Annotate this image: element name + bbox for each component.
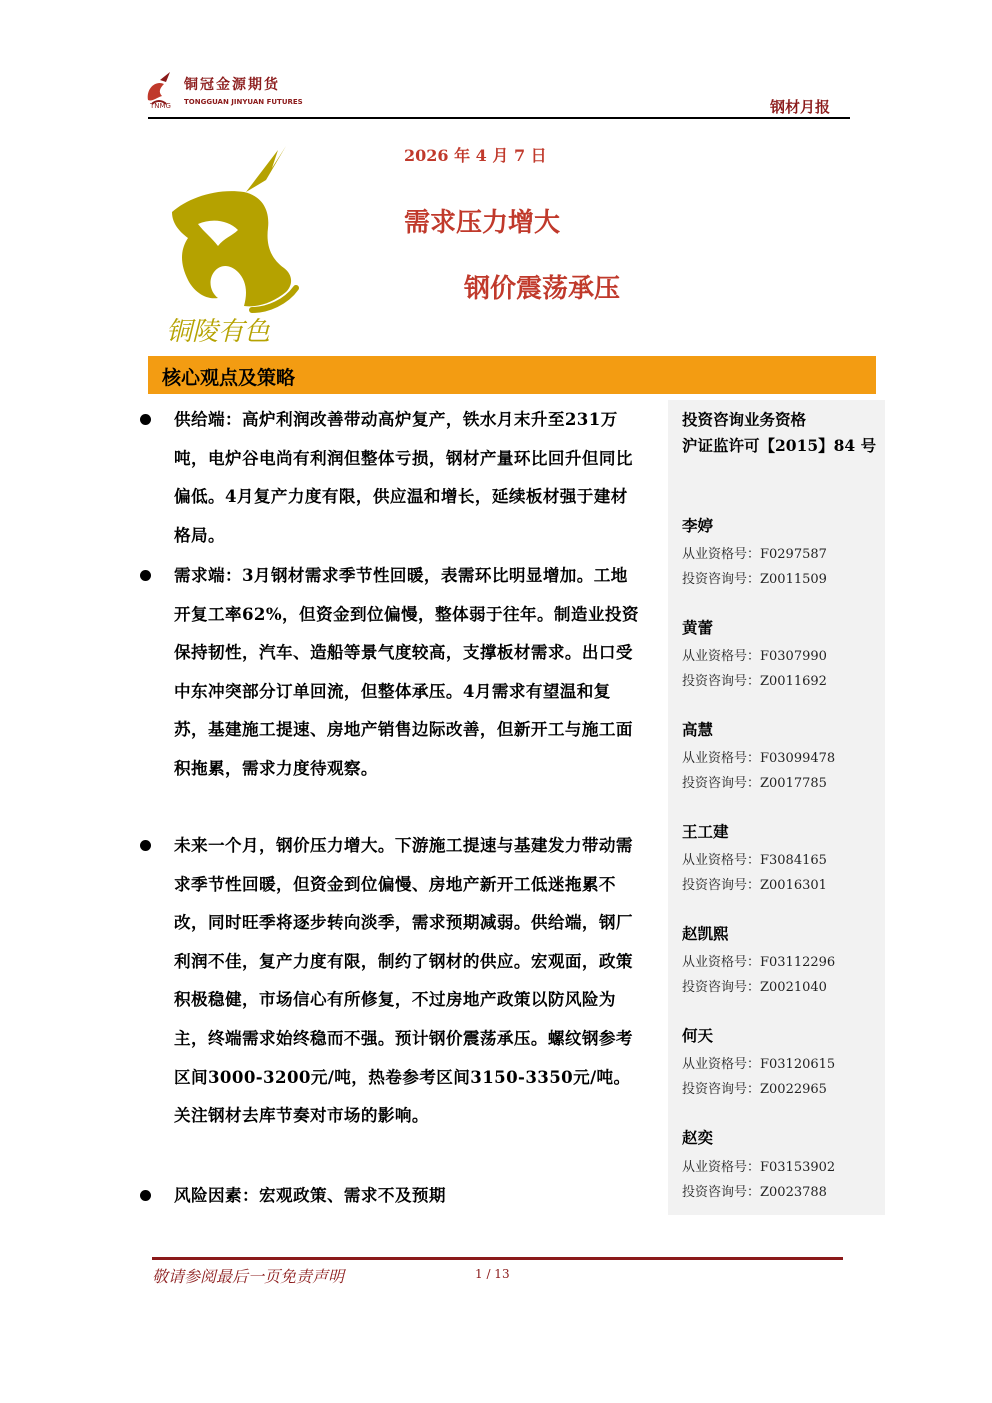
footer-divider — [152, 1257, 843, 1260]
page-number: 1 / 13 — [475, 1267, 510, 1281]
emblem-caption: 铜陵有色 — [166, 317, 271, 347]
helmet-emblem-icon — [158, 140, 308, 350]
company-abbr: TNMG — [150, 102, 171, 110]
analyst-consult-id: 投资咨询号：Z0017785 — [682, 776, 827, 791]
section-title: 核心观点及策略 — [162, 367, 296, 389]
analyst-practice-id: 从业资格号：F03120615 — [682, 1057, 836, 1072]
bullet-risk: 风险因素：宏观政策、需求不及预期 — [174, 1185, 446, 1205]
analyst-name: 赵凯熙 — [682, 924, 729, 943]
analyst-name: 高慧 — [682, 720, 714, 739]
company-name-en: TONGGUAN JINYUAN FUTURES — [184, 98, 303, 106]
bullet-icon — [140, 1190, 151, 1201]
analyst-name: 黄蕾 — [682, 618, 714, 637]
bullet-icon — [140, 414, 151, 425]
analyst-name: 赵奕 — [682, 1128, 714, 1147]
company-name: 铜冠金源期货 — [184, 77, 280, 93]
analyst-consult-id: 投资咨询号：Z0016301 — [682, 878, 827, 893]
qualification-title: 投资咨询业务资格 — [682, 410, 807, 429]
analyst-practice-id: 从业资格号：F0307990 — [682, 649, 827, 664]
analyst-name: 李婷 — [682, 516, 714, 535]
analyst-practice-id: 从业资格号：F03112296 — [682, 955, 836, 970]
analyst-practice-id: 从业资格号：F0297587 — [682, 547, 827, 562]
analyst-practice-id: 从业资格号：F03153902 — [682, 1160, 836, 1175]
bullet-supply: 供给端：高炉利润改善带动高炉复产，铁水月末升至231万吨，电炉谷电尚有利润但整体亏损，钢材产量环比回升但同比偏低。4月复产力度有限，供应温和增长，延续板材强于建材格局。 — [174, 409, 633, 545]
analyst-consult-id: 投资咨询号：Z0023788 — [682, 1185, 827, 1200]
analyst-name: 何天 — [682, 1026, 714, 1045]
analyst-consult-id: 投资咨询号：Z0021040 — [682, 980, 827, 995]
bullet-icon — [140, 840, 151, 851]
report-title-line2: 钢价震荡承压 — [464, 274, 621, 304]
analyst-practice-id: 从业资格号：F03099478 — [682, 751, 836, 766]
license-number: 沪证监许可【2015】84 号 — [682, 436, 877, 455]
header-divider — [148, 117, 850, 119]
analyst-practice-id: 从业资格号：F3084165 — [682, 853, 827, 868]
bullet-icon — [140, 570, 151, 581]
report-type: 钢材月报 — [770, 98, 831, 116]
analyst-consult-id: 投资咨询号：Z0022965 — [682, 1082, 827, 1097]
analyst-name: 王工建 — [682, 822, 729, 841]
bullet-demand: 需求端：3月钢材需求季节性回暖，表需环比明显增加。工地开复工率62%，但资金到位偏慢，整体弱于往年。制造业投资保持韧性，汽车、造船等景气度较高，支撑板材需求。出口受中东冲突部分订单回流，但整体承压。4月需求有望温和复苏，基建施工提速、房地产销售边际改善，但新开工与施工面积拖累，需求力度待观察。 — [174, 565, 639, 778]
analyst-consult-id: 投资咨询号：Z0011692 — [682, 674, 827, 689]
analyst-consult-id: 投资咨询号：Z0011509 — [682, 572, 827, 587]
report-title-line1: 需求压力增大 — [404, 208, 561, 238]
bullet-outlook: 未来一个月，钢价压力增大。下游施工提速与基建发力带动需求季节性回暖，但资金到位偏慢、房地产新开工低迷拖累不改，同时旺季将逐步转向淡季，需求预期减弱。供给端，钢厂利润不佳，复产力度有限，制约了钢材的供应。宏观面，政策积极稳健，市场信心有所修复，不过房地产政策以防风险为主，终端需求始终稳而不强。预计钢价震荡承压。螺纹钢参考区间3000-3200元/吨，热卷参考区间3150-3350元/吨。关注钢材去库节奏对市场的影响。 — [174, 835, 633, 1126]
report-date: 2026 年 4 月 7 日 — [404, 146, 547, 165]
disclaimer-note: 敬请参阅最后一页免责声明 — [152, 1267, 345, 1286]
